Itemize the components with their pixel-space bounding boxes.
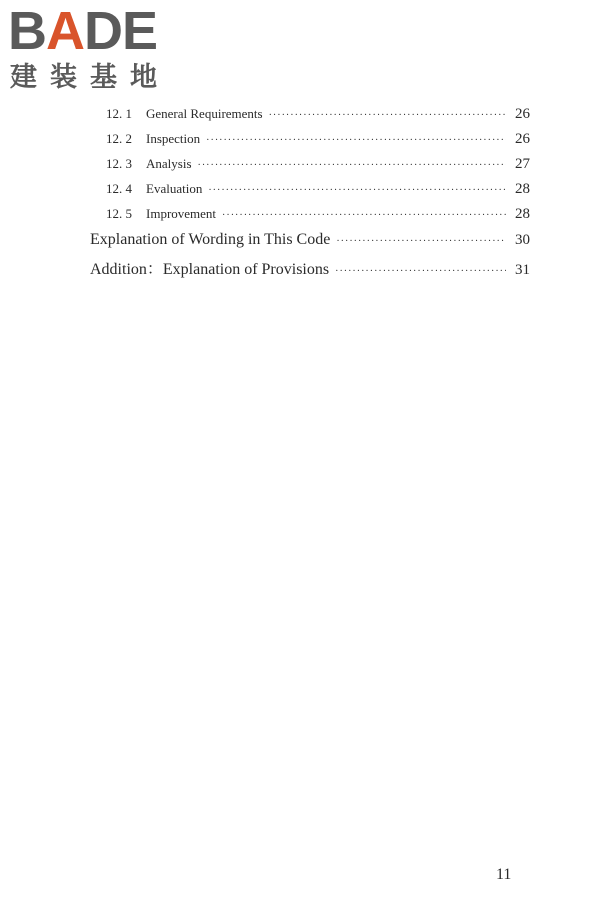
toc-entry-page: 27 <box>515 156 530 172</box>
toc-entry-number: 12. 4 <box>106 181 132 196</box>
toc-entry-page: 28 <box>515 206 530 222</box>
page-number: 11 <box>496 866 512 883</box>
toc-dot-leader <box>335 266 506 277</box>
toc-entry-title: Improvement <box>146 206 217 221</box>
toc-entry-page: 31 <box>515 262 530 278</box>
toc-dot-leader <box>336 236 506 247</box>
toc-entry-number: 12. 2 <box>106 131 132 146</box>
toc-entry-12-5 <box>90 206 530 231</box>
logo-letter-b: B <box>8 1 46 61</box>
toc-entry-wording-explanation <box>90 231 530 256</box>
toc-dot-leader <box>269 110 506 121</box>
bade-logo <box>8 1 178 98</box>
toc-dot-leader <box>222 210 506 221</box>
toc-entry-page: 30 <box>515 232 530 248</box>
logo-letter-a-accent: A <box>46 1 84 61</box>
toc-entry-number: 12. 3 <box>106 156 132 171</box>
toc-dot-leader <box>208 185 506 196</box>
toc-entry-page: 28 <box>515 181 530 197</box>
toc-entry-number: 12. 5 <box>106 206 132 221</box>
toc-entry-12-4 <box>90 181 530 206</box>
toc-entry-page: 26 <box>515 106 530 122</box>
toc-entry-title: General Requirements <box>146 106 263 121</box>
logo-wordmark <box>8 1 158 61</box>
toc-dot-leader <box>206 135 506 146</box>
logo-letters-de: DE <box>84 1 158 61</box>
toc-entry-page: 26 <box>515 131 530 147</box>
toc-entry-title: Inspection <box>146 131 201 146</box>
toc-entry-title: Addition：Explanation of Provisions <box>90 261 330 278</box>
toc-entry-title: Explanation of Wording in This Code <box>90 231 331 248</box>
toc-dot-leader <box>198 160 507 171</box>
toc-entry-12-1 <box>90 106 530 131</box>
table-of-contents <box>90 106 530 281</box>
toc-entry-title: Evaluation <box>146 181 203 196</box>
toc-entry-title: Analysis <box>146 156 192 171</box>
toc-entry-provisions-explanation <box>90 256 530 281</box>
toc-entry-12-3 <box>90 156 530 181</box>
toc-entry-number: 12. 1 <box>106 106 132 121</box>
logo-chinese-text: 建装基地 <box>10 62 170 93</box>
toc-entry-12-2 <box>90 131 530 156</box>
